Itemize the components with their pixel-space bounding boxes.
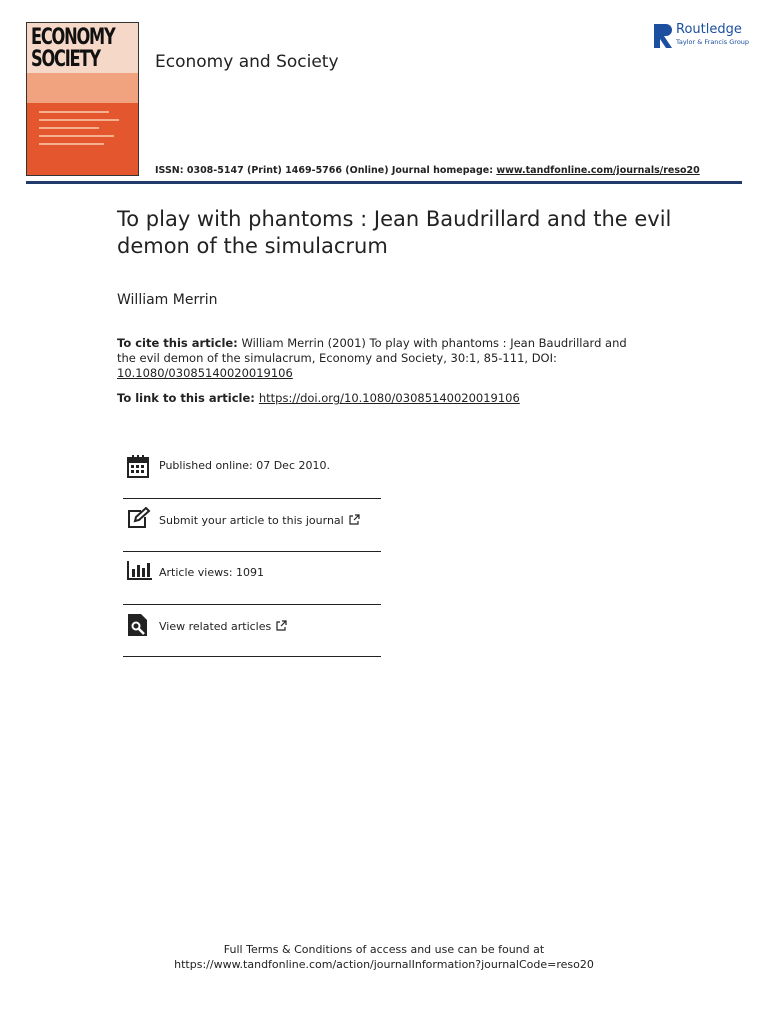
- publisher-name: Routledge: [676, 22, 742, 37]
- bar-chart-icon: [127, 560, 153, 580]
- link-label: To link to this article:: [117, 391, 259, 405]
- related-articles-search-icon: [127, 613, 149, 637]
- submit-article-link[interactable]: Submit your article to this journal: [159, 514, 344, 527]
- journal-homepage-link[interactable]: www.tandfonline.com/journals/reso20: [496, 165, 700, 176]
- published-date: Published online: 07 Dec 2010.: [159, 459, 330, 472]
- issn-line: [155, 165, 700, 176]
- article-title: To play with phantoms : Jean Baudrillard and the evil demon of the simulacrum: [117, 207, 672, 258]
- footer-terms-line: Full Terms & Conditions of access and use can be found at: [223, 943, 545, 956]
- divider: [123, 604, 381, 605]
- cover-masthead-line2: SOCIETY: [31, 47, 100, 72]
- calendar-icon: [127, 454, 149, 478]
- edit-icon: [127, 507, 151, 529]
- journal-title: Economy and Society: [155, 52, 339, 72]
- author-name: William Merrin: [117, 292, 218, 308]
- citation-block: [117, 336, 637, 381]
- header-rule: [26, 181, 742, 184]
- journal-cover-image: [26, 22, 139, 176]
- link-block: [117, 391, 520, 405]
- cite-text: William Merrin (2001) To play with phantoms : Jean Baudrillard and the evil demon of the simulacrum, Economy and Society, 30:1, 85-111, DOI:: [117, 336, 627, 365]
- external-link-icon: [276, 620, 287, 631]
- views-row: [123, 558, 381, 588]
- submit-row[interactable]: [123, 506, 381, 536]
- related-row[interactable]: [123, 612, 381, 642]
- footer-terms-url[interactable]: https://www.tandfonline.com/action/journalInformation?journalCode=reso20: [174, 958, 594, 971]
- external-link-icon: [349, 514, 360, 525]
- related-articles-link[interactable]: View related articles: [159, 620, 272, 633]
- cover-masthead-line1: ECONOMY: [31, 25, 115, 50]
- publisher-subtitle: Taylor & Francis Group: [676, 38, 750, 46]
- doi-link[interactable]: https://doi.org/10.1080/03085140020019106: [258, 391, 520, 405]
- divider: [123, 656, 381, 657]
- issn-text: ISSN: 0308-5147 (Print) 1469-5766 (Online) Journal homepage:: [155, 165, 497, 176]
- cite-label: To cite this article:: [117, 336, 238, 350]
- article-views: Article views: 1091: [159, 566, 265, 579]
- footer: [0, 942, 768, 972]
- divider: [123, 551, 381, 552]
- cite-doi-link[interactable]: 10.1080/03085140020019106: [117, 366, 293, 380]
- divider: [123, 498, 381, 499]
- published-row: [123, 452, 381, 482]
